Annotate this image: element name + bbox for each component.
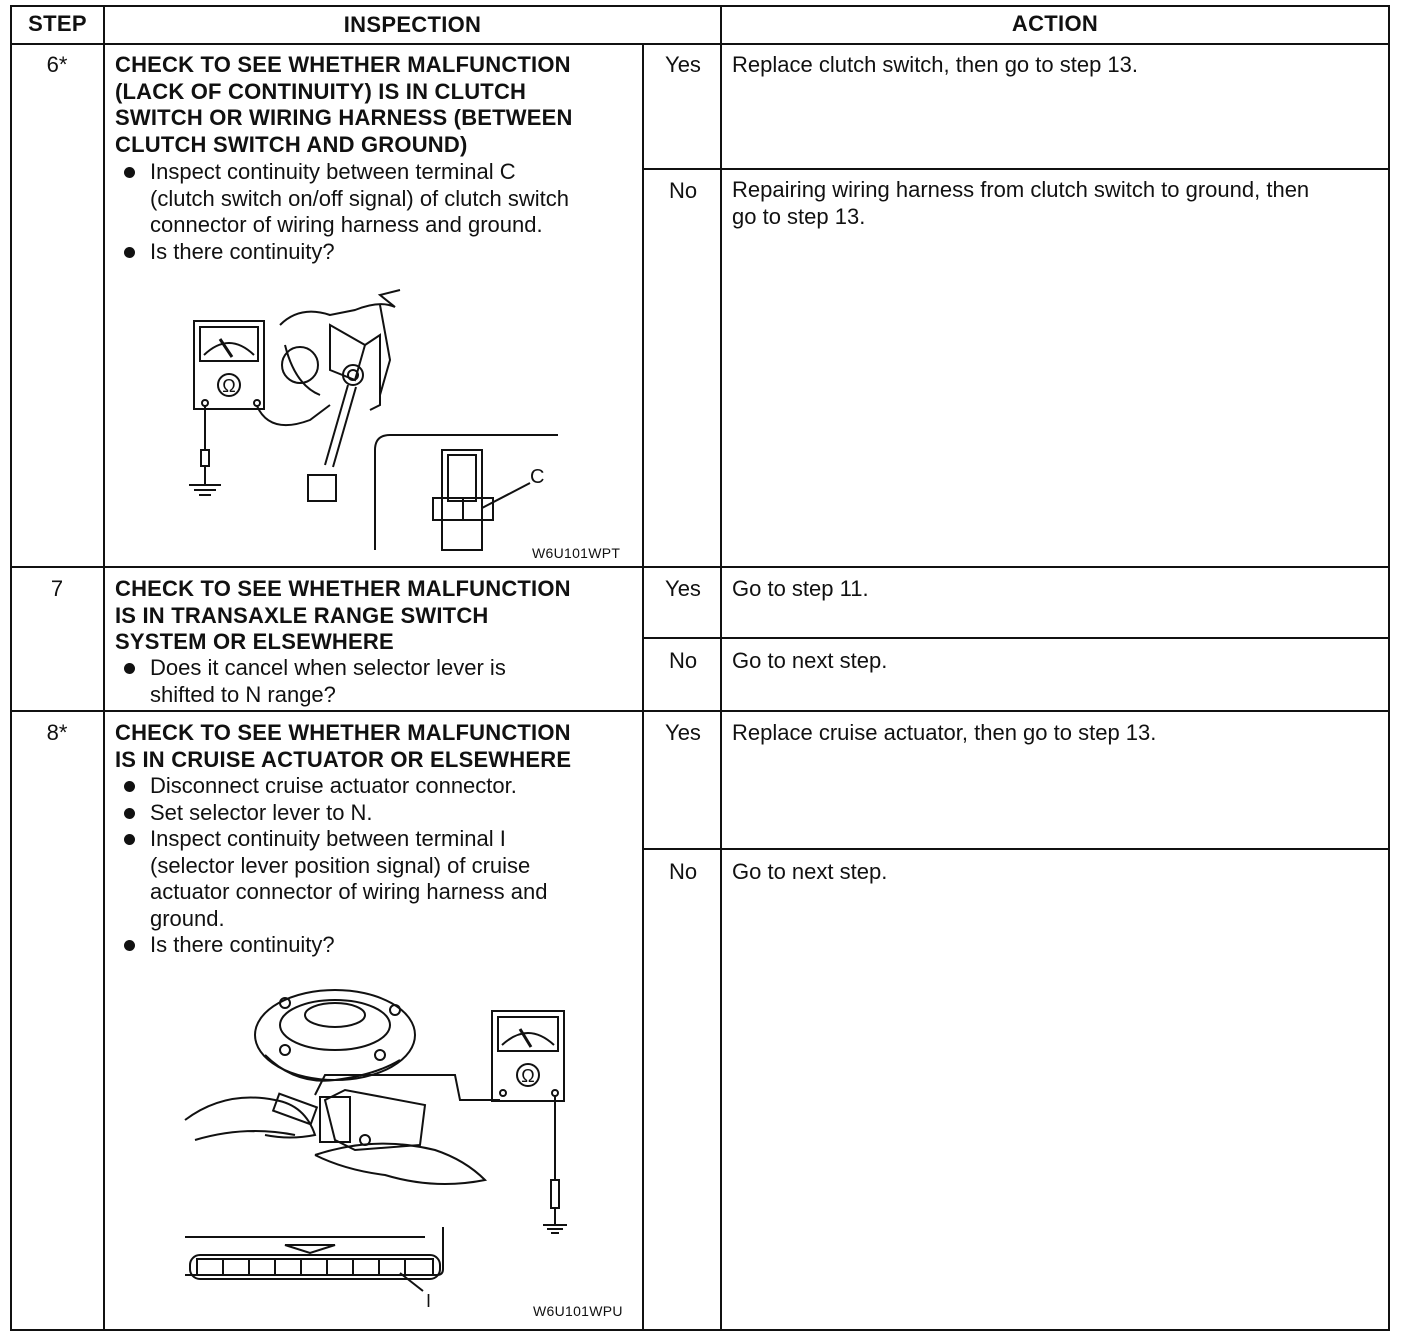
title-line: CHECK TO SEE WHETHER MALFUNCTION [115, 52, 571, 77]
yes-no-divider-6 [642, 168, 1390, 170]
bullet-icon [124, 808, 135, 819]
table-border-top [10, 5, 1390, 7]
no-action: Go to next step. [732, 648, 888, 673]
bullet-item: Inspect continuity between terminal C (clutch switch on/off signal) of clutch switch connector of wiring harness and ground. [116, 159, 569, 239]
bullet-icon [124, 940, 135, 951]
yes-action: Replace cruise actuator, then go to step 13. [732, 720, 1157, 745]
no-label: No [668, 178, 698, 203]
table-border-bottom [10, 1329, 1390, 1331]
inspection-bullets [116, 655, 506, 708]
title-line: CHECK TO SEE WHETHER MALFUNCTION [115, 720, 571, 745]
yes-action: Go to step 11. [732, 576, 869, 601]
terminal-label: I [426, 1291, 432, 1311]
header-inspection: INSPECTION [343, 12, 482, 37]
bullet-icon [124, 167, 135, 178]
figure-code: W6U101WPU [533, 1303, 623, 1319]
col-divider-inspection [642, 43, 644, 1331]
bullet-item: Inspect continuity between terminal I (selector lever position signal) of cruise actuator connector of wiring harness and ground. [116, 826, 547, 932]
bullet-item: Disconnect cruise actuator connector. [116, 773, 547, 800]
no-label: No [668, 859, 698, 884]
inspection-title [115, 576, 571, 656]
bullet-item: Set selector lever to N. [116, 800, 547, 827]
inspection-title [115, 720, 571, 773]
step-number: 6* [46, 52, 68, 77]
table-border-right [1388, 5, 1390, 1331]
yes-action: Replace clutch switch, then go to step 13. [732, 52, 1139, 77]
step-number: 8* [46, 720, 68, 745]
ohm-symbol: Ω [222, 376, 236, 396]
title-line: IS IN CRUISE ACTUATOR OR ELSEWHERE [115, 746, 572, 772]
title-line: CHECK TO SEE WHETHER MALFUNCTION [115, 576, 571, 601]
step-number: 7 [50, 576, 64, 601]
bullet-icon [124, 663, 135, 674]
title-line: IS IN TRANSAXLE RANGE SWITCH [115, 602, 489, 628]
header-action: ACTION [1011, 11, 1099, 36]
bullet-icon [124, 834, 135, 845]
row-divider-6-7 [10, 566, 1390, 568]
yes-label: Yes [665, 576, 701, 601]
title-line: (LACK OF CONTINUITY) IS IN CLUTCH [115, 78, 527, 104]
bullet-icon [124, 247, 135, 258]
figure-code: W6U101WPT [532, 545, 621, 561]
title-line: CLUTCH SWITCH AND GROUND) [115, 131, 468, 157]
cruise-actuator-diagram [175, 975, 595, 1315]
no-action: Go to next step. [732, 859, 888, 884]
table-border-left [10, 5, 12, 1331]
header-step: STEP [28, 11, 87, 36]
col-divider-step [103, 5, 105, 1331]
header-divider [10, 43, 1390, 45]
title-line: SYSTEM OR ELSEWHERE [115, 629, 394, 654]
yes-no-divider-8 [642, 848, 1390, 850]
yes-label: Yes [665, 52, 701, 77]
row-divider-7-8 [10, 710, 1390, 712]
inspection-title [115, 52, 573, 158]
no-label: No [668, 648, 698, 673]
inspection-bullets [116, 773, 547, 959]
title-line: SWITCH OR WIRING HARNESS (BETWEEN [115, 105, 573, 130]
bullet-item: Is there continuity? [116, 239, 569, 266]
no-action: Repairing wiring harness from clutch switch to ground, then go to step 13. [732, 177, 1310, 229]
bullet-item: Is there continuity? [116, 932, 547, 959]
yes-no-divider-7 [642, 637, 1390, 639]
clutch-switch-diagram [180, 285, 600, 555]
inspection-bullets [116, 159, 569, 265]
ohmmeter-icon [492, 1011, 564, 1101]
yes-label: Yes [665, 720, 701, 745]
terminal-label: C [530, 466, 545, 488]
bullet-item: Does it cancel when selector lever is shifted to N range? [116, 655, 506, 708]
ohm-symbol: Ω [521, 1066, 535, 1086]
bullet-icon [124, 781, 135, 792]
